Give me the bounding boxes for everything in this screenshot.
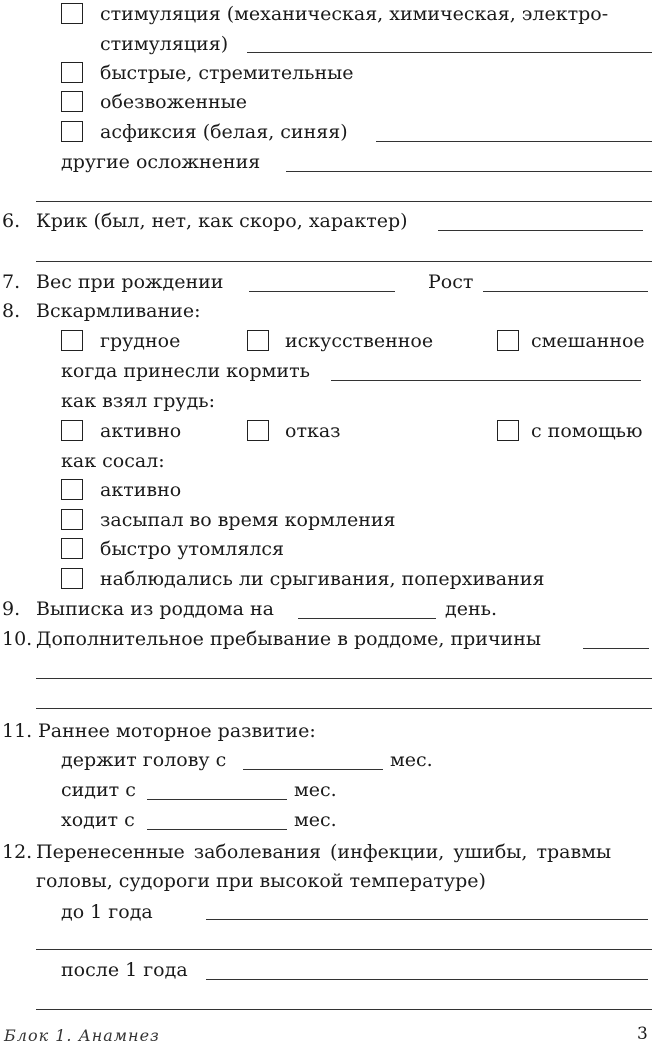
after-1-year-line[interactable] — [206, 979, 648, 980]
when-fed-label: когда принесли кормить — [61, 360, 310, 382]
birth-height-line[interactable] — [483, 291, 648, 292]
walks-label: ходит с — [61, 809, 135, 831]
birth-height-label: Рост — [428, 271, 474, 293]
regurgitation-label: наблюдались ли срыгивания, поперхивания — [100, 568, 545, 590]
q10-number: 10. — [2, 628, 33, 650]
sits-line[interactable] — [147, 799, 287, 800]
how-sucked-label: как сосал: — [61, 450, 165, 472]
before-1-year-label: до 1 года — [61, 901, 153, 923]
q11-number: 11. — [2, 720, 33, 742]
stimulation-label-line1: стимуляция (механическая, химическая, электро- — [100, 3, 609, 25]
checkbox-fast[interactable] — [61, 62, 83, 83]
footer-section-title: Блок 1. Анамнез — [4, 1026, 160, 1045]
before-1-year-line-2[interactable] — [36, 949, 652, 950]
breast-assisted-label: с помощью — [531, 420, 643, 442]
q6-answer-line-2[interactable] — [36, 261, 652, 262]
sucking-active-label: активно — [100, 479, 182, 501]
asphyxia-label: асфиксия (белая, синяя) — [100, 121, 348, 143]
fell-asleep-label: засыпал во время кормления — [100, 509, 396, 531]
checkbox-stimulation[interactable] — [61, 3, 83, 24]
past-diseases-line1: Перенесенные заболевания (инфекции, ушибы, травмы — [36, 841, 612, 863]
checkbox-artificial-feeding[interactable] — [247, 330, 269, 351]
dehydrated-label: обезвоженные — [100, 91, 248, 113]
stimulation-answer-line[interactable] — [247, 52, 652, 53]
q7-number: 7. — [2, 271, 21, 293]
asphyxia-answer-line[interactable] — [376, 141, 652, 142]
holds-head-unit: мес. — [390, 749, 433, 771]
checkbox-breast-feeding[interactable] — [61, 330, 83, 351]
extra-stay-line-3[interactable] — [36, 708, 652, 709]
stimulation-label-line2: стимуляция) — [100, 33, 229, 55]
took-breast-label: как взял грудь: — [61, 390, 216, 412]
q6-number: 6. — [2, 210, 21, 232]
checkbox-fell-asleep[interactable] — [61, 509, 83, 530]
discharge-label: Выписка из роддома на — [36, 598, 274, 620]
after-1-year-label: после 1 года — [61, 959, 188, 981]
mixed-feeding-label: смешанное — [531, 330, 645, 352]
motor-development-title: Раннее моторное развитие: — [38, 720, 316, 742]
artificial-feeding-label: искусственное — [285, 330, 434, 352]
checkbox-breast-refusal[interactable] — [247, 420, 269, 441]
q6-label: Крик (был, нет, как скоро, характер) — [36, 210, 408, 232]
checkbox-dehydrated[interactable] — [61, 91, 83, 112]
extra-stay-line-2[interactable] — [36, 678, 652, 679]
walks-unit: мес. — [294, 809, 337, 831]
after-1-year-line-2[interactable] — [36, 1009, 652, 1010]
holds-head-line[interactable] — [243, 769, 383, 770]
breast-feeding-label: грудное — [100, 330, 181, 352]
q6-answer-line[interactable] — [438, 230, 643, 231]
before-1-year-line[interactable] — [206, 919, 648, 920]
page-number: 3 — [637, 1024, 648, 1044]
other-complications-line-2[interactable] — [36, 201, 652, 202]
tired-quickly-label: быстро утомлялся — [100, 538, 285, 560]
feeding-title: Вскармливание: — [36, 300, 201, 322]
checkbox-breast-assisted[interactable] — [497, 420, 519, 441]
other-complications-label: другие осложнения — [61, 151, 261, 173]
sits-label: сидит с — [61, 779, 136, 801]
past-diseases-line2: головы, судороги при высокой температуре) — [36, 870, 486, 892]
birth-weight-line[interactable] — [249, 291, 395, 292]
discharge-day-suffix: день. — [445, 598, 497, 620]
other-complications-line[interactable] — [286, 171, 652, 172]
q9-number: 9. — [2, 598, 21, 620]
checkbox-regurgitation[interactable] — [61, 568, 83, 589]
holds-head-label: держит голову с — [61, 749, 227, 771]
q12-number: 12. — [2, 841, 33, 863]
birth-weight-label: Вес при рождении — [36, 271, 224, 293]
breast-refusal-label: отказ — [285, 420, 341, 442]
extra-stay-line[interactable] — [583, 648, 649, 649]
discharge-day-line[interactable] — [298, 618, 436, 619]
checkbox-mixed-feeding[interactable] — [497, 330, 519, 351]
checkbox-tired-quickly[interactable] — [61, 538, 83, 559]
when-fed-line[interactable] — [331, 380, 641, 381]
q8-number: 8. — [2, 300, 21, 322]
walks-line[interactable] — [147, 829, 287, 830]
sits-unit: мес. — [294, 779, 337, 801]
checkbox-sucking-active[interactable] — [61, 479, 83, 500]
fast-label: быстрые, стремительные — [100, 62, 354, 84]
checkbox-breast-active[interactable] — [61, 420, 83, 441]
extra-stay-label: Дополнительное пребывание в роддоме, причины — [36, 628, 541, 650]
checkbox-asphyxia[interactable] — [61, 121, 83, 142]
breast-active-label: активно — [100, 420, 182, 442]
